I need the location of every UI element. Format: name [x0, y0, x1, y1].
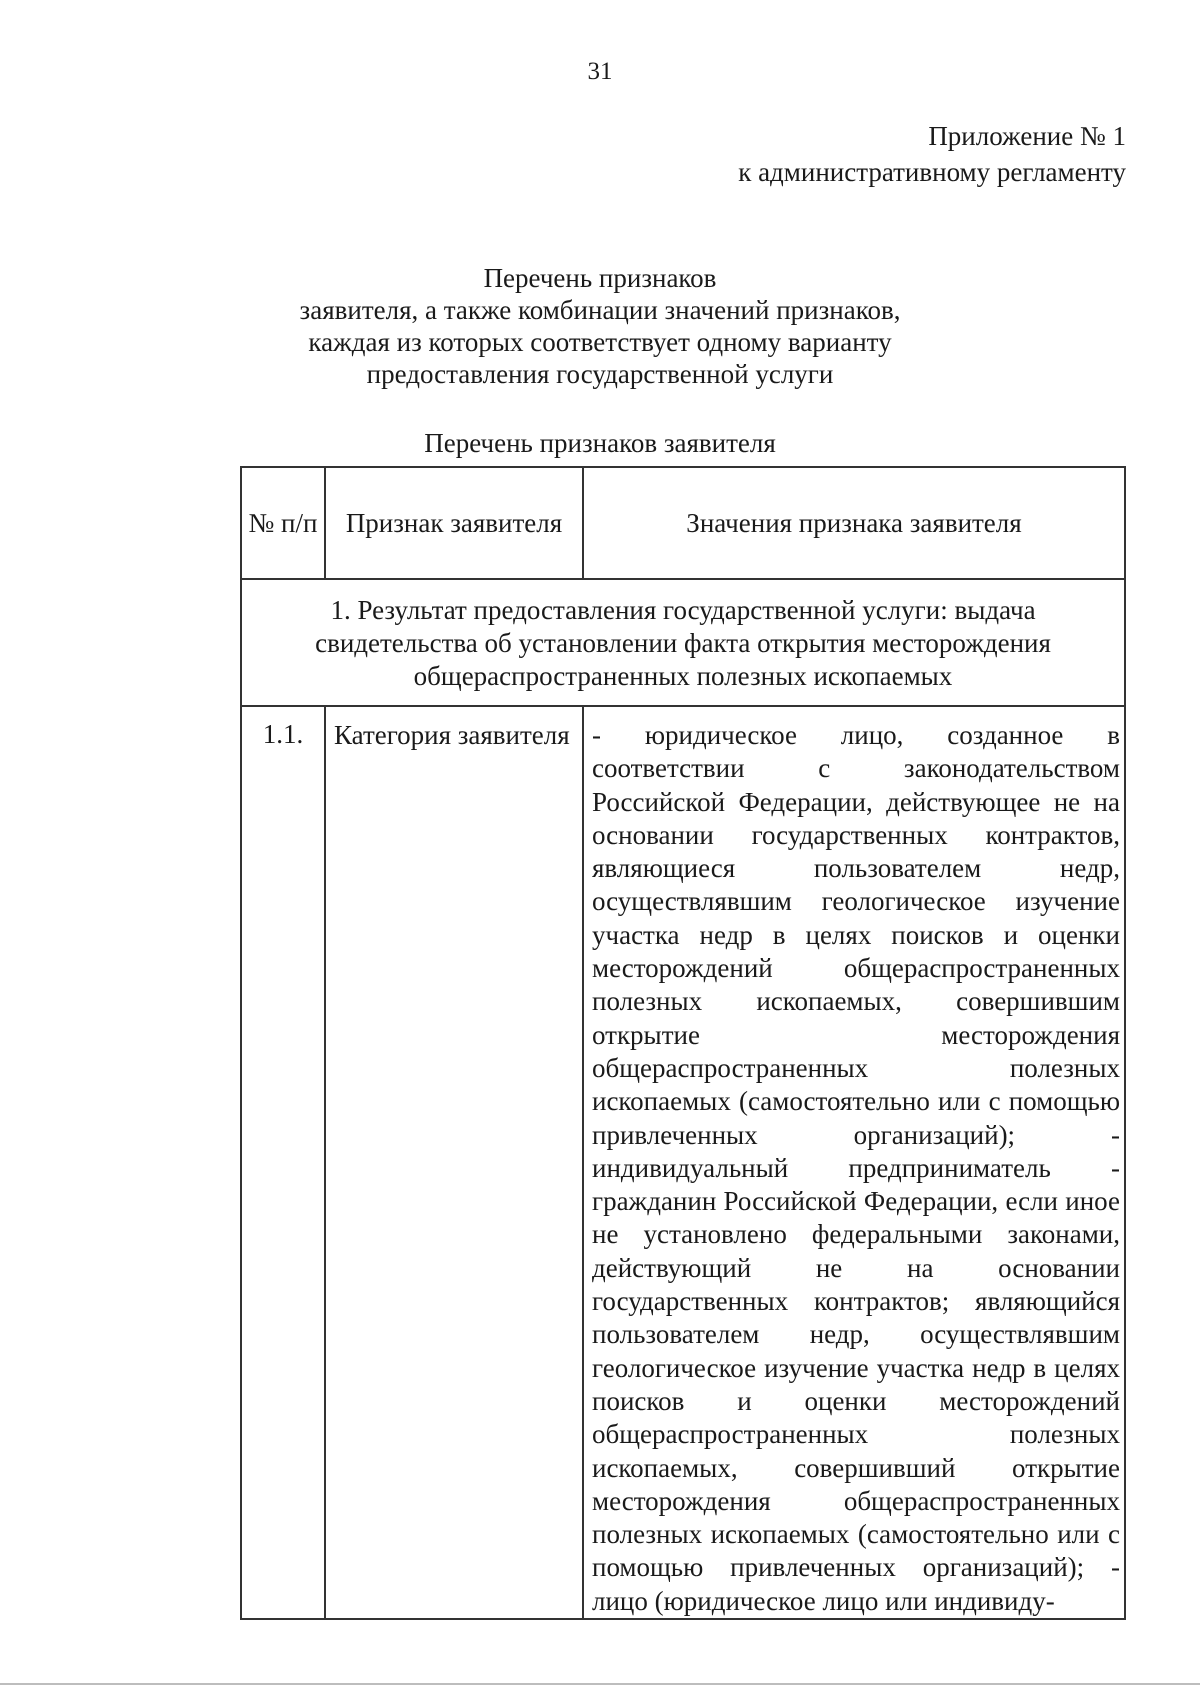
title-line-2: заявителя, а также комбинации значений признаков, — [299, 295, 901, 325]
section-row — [241, 579, 1125, 706]
header-sign: Признак заявителя — [325, 467, 583, 579]
document-title — [0, 262, 1200, 390]
appendix-line-2: к административному регламенту — [738, 157, 1126, 187]
scan-edge-line — [0, 1683, 1200, 1685]
row-values: - юридическое лицо, созданное в соответствии с законодательством Российской Федерации, действующее не на основании государственных контрактов, являющиеся пользователем недр, осуществлявшим геологическое изучение участка недр в целях поисков и оценки месторождений общераспространенных полезных ископаемых, совершившим открытие месторождения общераспространенных полезных ископаемых (самостоятельно или с помощью привлеченных организаций); - индивидуальный предприниматель - гражданин Российской Федерации, если иное не установлено федеральными законами, действующий не на основании государственных контрактов; являющийся пользователем недр, осуществлявшим геологическое изучение участка недр в целях поисков и оценки месторождений общераспространенных полезных ископаемых, совершивший открытие месторождения общераспространенных полезных ископаемых (самостоятельно или с помощью привлеченных организаций); - лицо (юридическое лицо или индивиду- — [583, 706, 1125, 1619]
header-values: Значения признака заявителя — [583, 467, 1125, 579]
appendix-line-1: Приложение № 1 — [928, 121, 1126, 151]
table-row — [241, 706, 1125, 1619]
title-line-3: каждая из которых соответствует одному варианту — [308, 327, 892, 357]
title-line-4: предоставления государственной услуги — [366, 359, 834, 389]
header-number: № п/п — [241, 467, 325, 579]
page-number: 31 — [587, 58, 613, 85]
title-line-1: Перечень признаков — [483, 263, 717, 293]
section-1-title: 1. Результат предоставления государственной услуги: выдача свидетельства об установлении факта открытия месторождения общераспространенных полезных ископаемых — [241, 579, 1125, 706]
table-header-row — [241, 467, 1125, 579]
table-caption: Перечень признаков заявителя — [424, 428, 776, 458]
row-sign: Категория заявителя — [325, 706, 583, 1619]
appendix-note — [738, 118, 1126, 190]
applicant-signs-table — [240, 466, 1126, 1620]
row-number: 1.1. — [241, 706, 325, 1619]
